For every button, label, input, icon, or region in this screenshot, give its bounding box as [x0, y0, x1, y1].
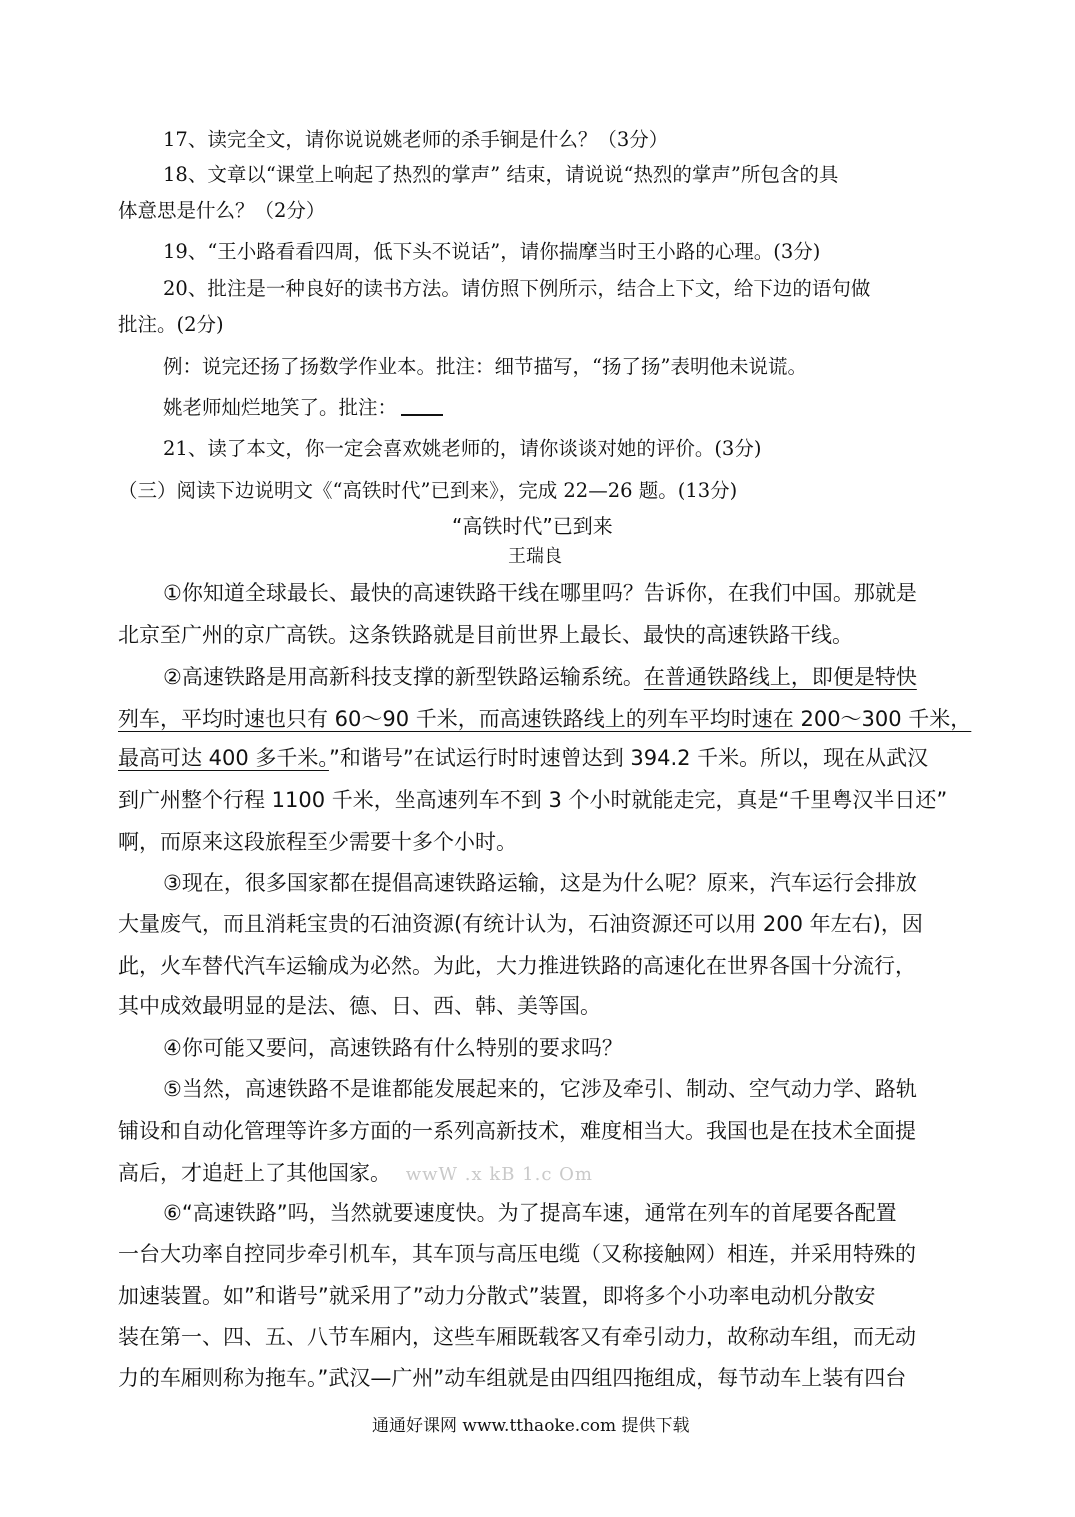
- annotation-task: [163, 396, 443, 420]
- p5-line-1: ⑤当然，高速铁路不是谁都能发展起来的，它涉及牵引、制动、空气动力学、路轨: [163, 1077, 917, 1101]
- p2-line-4: 到广州整个行程 1100 千米，坐高速列车不到 3 个小时就能走完，真是“千里粤汉半日还”: [118, 788, 948, 812]
- question-20-line-2: 批注。(2分): [118, 313, 224, 336]
- p1-line-2: 北京至广州的京广高铁。这条铁路就是目前世界上最长、最快的高速铁路干线。: [118, 623, 853, 647]
- p6-line-2: 一台大功率自控同步牵引机车，其车顶与高压电缆（又称接触网）相连，并采用特殊的: [118, 1242, 916, 1266]
- answer-blank: [401, 396, 443, 416]
- p3-line-1: ③现在，很多国家都在提倡高速铁路运输，这是为什么呢？原来，汽车运行会排放: [163, 871, 917, 895]
- question-19: 19、“王小路看看四周，低下头不说话”，请你揣摩当时王小路的心理。(3分): [163, 240, 821, 263]
- p6-line-1: ⑥“高速铁路”吗，当然就要速度快。为了提高车速，通常在列车的首尾要各配置: [163, 1201, 897, 1225]
- p2-line-1-text: ②高速铁路是用高新科技支撑的新型铁路运输系统。: [163, 665, 644, 689]
- p2-line-1: [163, 664, 917, 690]
- p5-line-3-text: 高后，才追赶上了其他国家。: [118, 1161, 391, 1185]
- p2-line-2: 列车，平均时速也只有 60～90 千米，而高速铁路线上的列车平均时速在 200～300 千米，: [118, 707, 972, 731]
- p2-line-5: 啊，而原来这段旅程至少需要十多个小时。: [118, 830, 517, 854]
- p2-line-3-text: ”和谐号”在试运行时时速曾达到 394.2 千米。所以，现在从武汉: [328, 746, 929, 770]
- p5-line-3: [118, 1160, 593, 1188]
- page-footer: 通通好课网 www.tthaoke.com 提供下载: [372, 1416, 690, 1436]
- p2-underlined-text: 在普通铁路线上，即便是特快: [643, 665, 917, 689]
- p5-line-2: 铺设和自动化管理等许多方面的一系列高新技术，难度相当大。我国也是在技术全面提: [118, 1119, 916, 1143]
- question-18-line-1: 18、文章以“课堂上响起了热烈的掌声” 结束，请说说“热烈的掌声”所包含的具: [163, 163, 839, 186]
- p1-line-1: ①你知道全球最长、最快的高速铁路干线在哪里吗？告诉你，在我们中国。那就是: [163, 581, 917, 605]
- p6-line-3: 加速装置。如”和谐号”就采用了”动力分散式”装置，即将多个小功率电动机分散安: [118, 1284, 876, 1308]
- p2-line-3-underlined: 最高可达 400 多千米。: [118, 746, 329, 770]
- question-21: 21、读了本文，你一定会喜欢姚老师的，请你谈谈对她的评价。(3分): [163, 437, 762, 460]
- p3-line-4: 其中成效最明显的是法、德、日、西、韩、美等国。: [118, 994, 601, 1018]
- section-header: （三）阅读下边说明文《“高铁时代”已到来》，完成 22—26 题。(13分): [118, 479, 738, 502]
- p4-line-1: ④你可能又要问，高速铁路有什么特别的要求吗？: [163, 1036, 623, 1060]
- annotation-task-text: 姚老师灿烂地笑了。批注：: [163, 396, 398, 419]
- article-title: “高铁时代”已到来: [452, 514, 613, 538]
- article-author: 王瑞良: [508, 546, 562, 567]
- p6-line-4: 装在第一、四、五、八节车厢内，这些车厢既载客又有牵引动力，故称动车组，而无动: [118, 1325, 916, 1349]
- question-18-line-2: 体意思是什么？（2分）: [118, 199, 326, 222]
- p3-line-3: 此，火车替代汽车运输成为必然。为此，大力推进铁路的高速化在世界各国十分流行，: [118, 954, 916, 978]
- p2-line-3: [118, 745, 928, 771]
- example-annotation: 例：说完还扬了扬数学作业本。批注：细节描写，“扬了扬”表明他未说谎。: [163, 355, 807, 378]
- question-20-line-1: 20、批注是一种良好的读书方法。请仿照下例所示，结合上下文，给下边的语句做: [163, 277, 871, 300]
- watermark: wwW .x kB 1.c Om: [405, 1164, 593, 1185]
- p6-line-5: 力的车厢则称为拖车。”武汉—广州”动车组就是由四组四拖组成，每节动车上装有四台: [118, 1366, 907, 1390]
- question-17: 17、读完全文，请你说说姚老师的杀手锏是什么？（3分）: [163, 128, 669, 151]
- p3-line-2: 大量废气，而且消耗宝贵的石油资源(有统计认为，石油资源还可以用 200 年左右)，因: [118, 912, 923, 936]
